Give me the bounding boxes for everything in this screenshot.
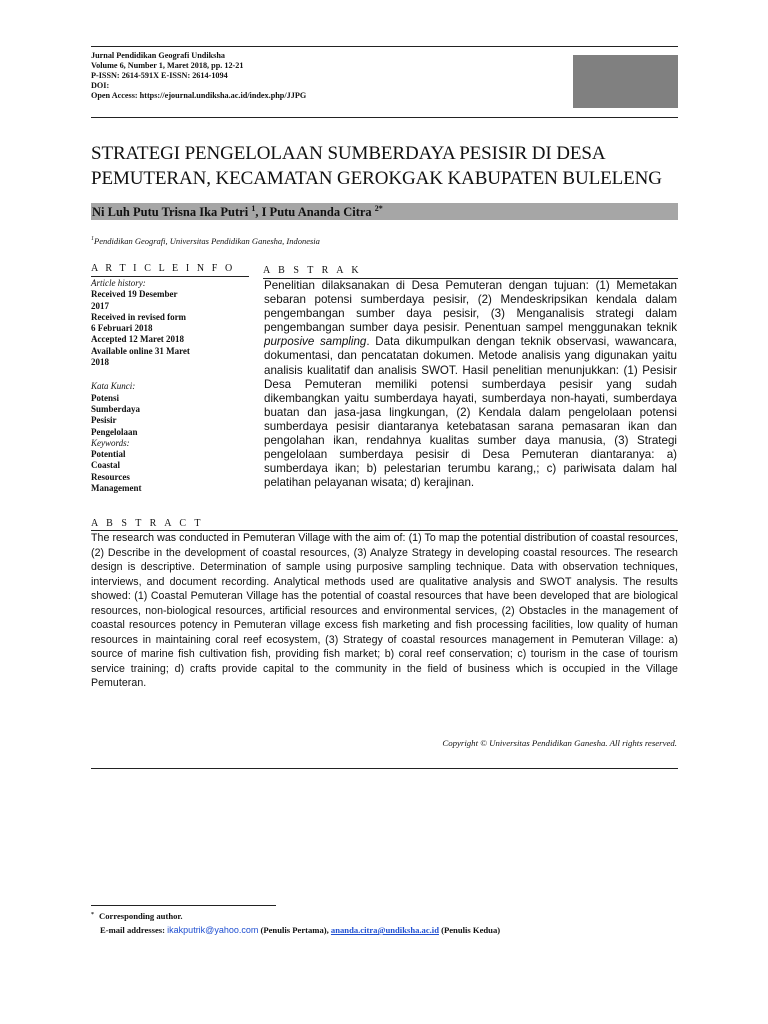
kata-kunci-item: Sumberdaya (91, 403, 141, 414)
abstrak-text-part: . Data dikumpulkan dengan teknik observasi, wawancara, dokumentasi, dan pencatatan dokumen. Metode analisis yang digunakan yaitu analisis kualitatif dan analisis SWOT. Hasil penelitian menunjukkan: (1) Pesisir Desa Pemuteran memiliki potensi sumberdaya pesisir yang sudah dikembangkan yaitu sumberdaya hayati, sumberdaya non-hayati, sumberdaya buatan dan jasa-jasa lingkungan, (2) Kendala dalam pengelolaan potensi sumberdaya pesisir diantaranya ketebatasan sarana pemasaran ikan dan pengolahan ikan, rendahnya kualitas sumber daya manusia, (3) Strategi pengelolaan sumberdaya pesisir di Desa Pemuteran diantaranya: a) sumberdaya ikan; b) pelestarian terumbu karang,; c) pariwisata dalam hal pelatihan pelayanan wisata; d) kerajinan. (264, 335, 678, 490)
bottom-rule (91, 768, 678, 769)
author-1: Ni Luh Putu Trisna Ika Putri (92, 205, 249, 220)
history-line: 6 Februari 2018 (91, 323, 153, 334)
email-link-1[interactable]: ikakputrik@yahoo.com (167, 925, 259, 935)
footnote-corresponding-text: Corresponding author. (99, 911, 183, 921)
header-rule (91, 117, 678, 118)
article-info-rule (91, 276, 249, 277)
keyword-item: Potential (91, 449, 126, 460)
footnote-rule (91, 905, 276, 906)
journal-name: Jurnal Pendidikan Geografi Undiksha (91, 51, 225, 60)
affiliation-text: Pendidikan Geografi, Universitas Pendidikan Ganesha, Indonesia (94, 236, 320, 246)
email-note-2: (Penulis Kedua) (438, 925, 501, 935)
author-2: I Putu Ananda Citra (261, 205, 372, 220)
journal-info (91, 51, 551, 101)
keyword-item: Resources (91, 471, 130, 482)
keyword-item: Coastal (91, 460, 120, 471)
kata-kunci-item: Potensi (91, 392, 119, 403)
history-line: Received 19 Desember (91, 289, 178, 300)
affiliation-sup: 1 (91, 236, 94, 243)
kata-kunci-label: Kata Kunci: (91, 381, 136, 392)
abstrak-text-part: Penelitian dilaksanakan di Desa Pemuteran dengan tujuan: (1) Memetakan sebaran potensi sumberdaya pesisir, (2) Mendeskripsikan kendala dalam pengembangan sumber daya pesisir, (3) Menganalisis strategi dalam pengembangan sumber daya pesisir. Penentuan sampel menggunakan teknik (264, 279, 677, 335)
email-note-1: (Penulis Pertama), (258, 925, 331, 935)
history-line: 2018 (91, 357, 109, 368)
email-link-2[interactable]: ananda.citra@undiksha.ac.id (330, 925, 439, 935)
article-info-heading: A R T I C L E I N F O (91, 263, 235, 274)
abstrak-heading: A B S T R A K (263, 265, 362, 276)
abstrak-text-italic: purposive sampling (264, 335, 367, 349)
authors (92, 204, 383, 220)
journal-doi: DOI: (91, 81, 110, 90)
history-line: Available online 31 Maret (91, 345, 190, 356)
abstrak-text (264, 279, 677, 490)
affiliation (91, 236, 320, 246)
author-1-affil: 1 (251, 204, 256, 213)
history-label: Article history: (91, 278, 146, 288)
journal-volume: Volume 6, Number 1, Maret 2018, pp. 12-21 (91, 61, 244, 70)
history-line: Received in revised form (91, 311, 187, 322)
footnote-marker: * (91, 912, 94, 918)
journal-open-access: Open Access: https://ejournal.undiksha.ac.id/index.php/JJPG (91, 91, 307, 100)
keyword-item: Management (91, 483, 142, 494)
kata-kunci-item: Pesisir (91, 415, 117, 426)
email-label: E-mail addresses: (100, 925, 168, 935)
keywords-label: Keywords: (91, 437, 130, 448)
article-info-column (91, 278, 251, 494)
abstract-text: The research was conducted in Pemuteran Village with the aim of: (1) To map the potential distribution of coastal resources, (2) Describe in the development of coastal resources, (3) Analyze Strategy in developing coastal resources. The research design is descriptive. Determination of sample using purposive sampling technique. Data with observation techniques, interviews, and document recording. Analytical methods used are qualitative analysis and SWOT analysis. The results showed: (1) Coastal Pemuteran Village has the potential of coastal resources that have been developed that are biological resources, non-biological resources, artificial resources and environmental services, (2) Obstacles in the management of coastal resources potency in Pemuteran village excess fish marketing and fish processing facilities, low quality of human resources in maintaining coral reef ecosystem, (3) Strategy of coastal resources management in Pemuteran Village: a) source of marine fish cultivation fish, providing fish market; b) coral reef conservation; c) tourism in the case of tourism service training; d) crafts provide capital to the community in the field of business which is occupied in the Village Pemuteran. (91, 532, 678, 689)
title-line-2: PEMUTERAN, KECAMATAN GEROKGAK KABUPATEN BULELENG (91, 168, 662, 189)
title-line-1: STRATEGI PENGELOLAAN SUMBERDAYA PESISIR DI DESA (91, 143, 606, 164)
footnote-emails (100, 925, 500, 935)
journal-issn: P-ISSN: 2614-591X E-ISSN: 2614-1094 (91, 71, 228, 80)
kata-kunci-item: Pengelolaan (91, 426, 138, 437)
history-line: 2017 (91, 300, 109, 311)
journal-logo-placeholder (573, 55, 678, 108)
top-rule (91, 46, 678, 47)
copyright: Copyright © Universitas Pendidikan Ganesha. All rights reserved. (442, 738, 677, 748)
author-2-affil: 2* (374, 204, 383, 213)
abstract-heading: A B S T R A C T (91, 518, 204, 529)
paper-title (91, 141, 681, 191)
history-line: Accepted 12 Maret 2018 (91, 334, 185, 345)
footnote-corresponding (91, 911, 183, 921)
author-separator: , (255, 205, 262, 220)
